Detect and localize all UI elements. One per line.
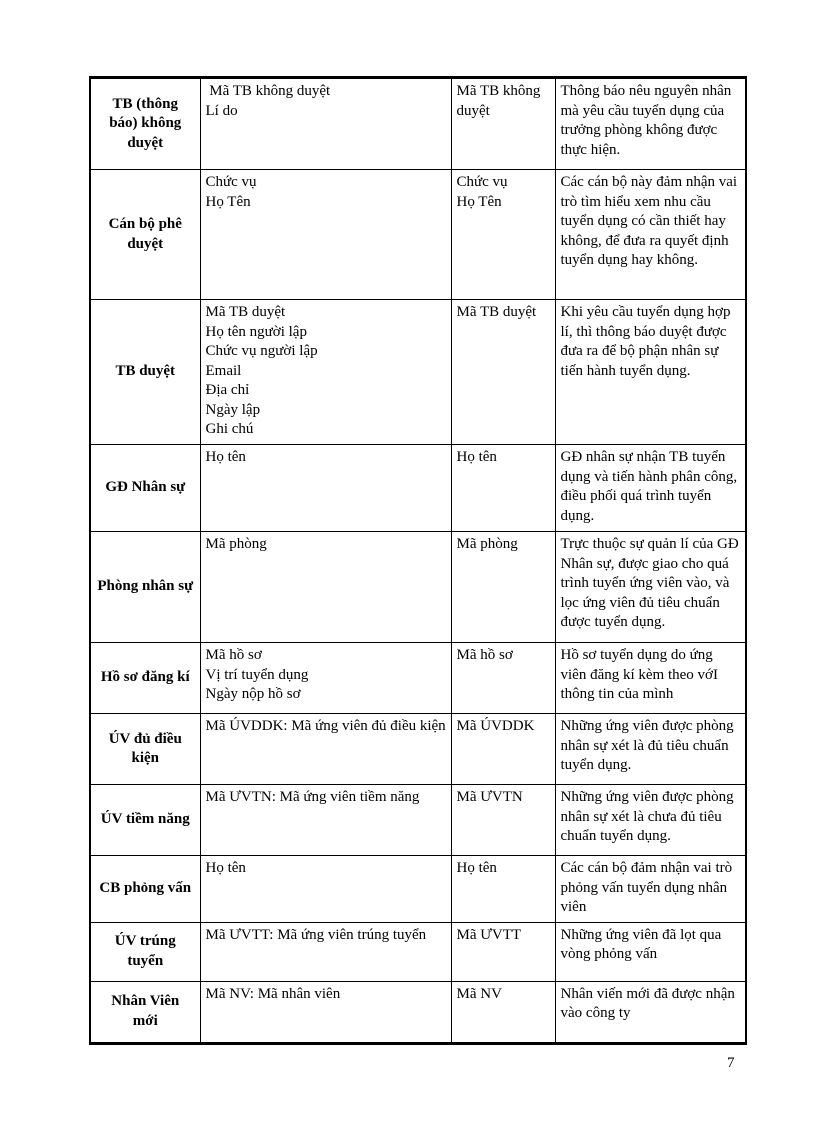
key-cell: Chức vụ Họ Tên: [451, 170, 555, 300]
description-cell: Các cán bộ này đảm nhận vai trò tìm hiểu xem nhu cầu tuyển dụng có cần thiết hay không, để đưa ra quyết định tuyển dụng hay không.: [555, 170, 746, 300]
key-cell: Họ tên: [451, 445, 555, 532]
key-cell: Mã TB duyệt: [451, 300, 555, 445]
attributes-cell: [200, 170, 451, 300]
entity-name-cell: TB duyệt: [90, 300, 200, 445]
attribute-item: Mã TB duyệt: [205, 304, 286, 320]
description-cell: Thông báo nêu nguyên nhân mà yêu cầu tuyển dụng của trưởng phòng không được thực hiện.: [555, 78, 746, 170]
attribute-item: Ngày nộp hồ sơ: [205, 686, 301, 702]
attribute-item: Mã NV: Mã nhân viên: [205, 985, 341, 1002]
attribute-item: Lí do: [205, 102, 238, 119]
description-cell: Hồ sơ tuyển dụng do ứng viên đăng kí kèm theo vớI thông tin của mình: [555, 643, 746, 714]
attribute-item: Ghi chú: [205, 421, 254, 437]
attribute-item: Mã phòng: [205, 536, 267, 552]
attribute-item: Mã ƯVTN: Mã ứng viên tiềm năng: [205, 789, 420, 805]
attribute-item: Họ Tên: [205, 193, 251, 210]
entity-name-cell: Cán bộ phê duyệt: [90, 170, 200, 300]
key-cell: Mã ƯVTT: [451, 922, 555, 981]
table-row: [90, 78, 746, 170]
table-row: [90, 856, 746, 923]
attribute-item: Vị trí tuyển dụng: [205, 666, 309, 683]
key-cell: Mã hồ sơ: [451, 643, 555, 714]
attributes-cell: [200, 785, 451, 856]
description-cell: Khi yêu cầu tuyển dụng hợp lí, thì thông báo duyệt được đưa ra để bộ phận nhân sự tiến hành tuyển dụng.: [555, 300, 746, 445]
attributes-cell: [200, 981, 451, 1043]
table-row: [90, 922, 746, 981]
page-number: 7: [727, 1055, 735, 1071]
attribute-item: Email: [205, 362, 242, 379]
entity-name-cell: CB phỏng vấn: [90, 856, 200, 923]
key-cell: Mã ÚVDDK: [451, 714, 555, 785]
attribute-item: Họ tên: [205, 860, 246, 876]
attribute-item: Họ tên: [205, 449, 246, 465]
attributes-cell: [200, 922, 451, 981]
entity-name-cell: ÚV trúng tuyển: [90, 922, 200, 981]
entity-name-cell: Phòng nhân sự: [90, 532, 200, 643]
key-cell: Mã NV: [451, 981, 555, 1043]
description-cell: Những ứng viên được phòng nhân sự xét là đủ tiêu chuẩn tuyển dụng.: [555, 714, 746, 785]
attribute-item: Mã ƯVTT: Mã ứng viên trúng tuyển: [205, 926, 427, 943]
entity-name-cell: Hồ sơ đăng kí: [90, 643, 200, 714]
description-cell: Những ứng viên được phòng nhân sự xét là chưa đủ tiêu chuẩn tuyển dụng.: [555, 785, 746, 856]
attributes-cell: [200, 643, 451, 714]
entity-name-cell: GĐ Nhân sự: [90, 445, 200, 532]
attributes-cell: [200, 300, 451, 445]
attributes-cell: [200, 856, 451, 923]
entity-table: [89, 76, 747, 1045]
attributes-cell: [200, 532, 451, 643]
attributes-cell: [200, 78, 451, 170]
table-row: [90, 643, 746, 714]
table-row: [90, 981, 746, 1043]
key-cell: Họ tên: [451, 856, 555, 923]
key-cell: Mã ƯVTN: [451, 785, 555, 856]
attribute-item: Ngày lập: [205, 401, 261, 418]
attributes-cell: [200, 445, 451, 532]
entity-name-cell: Nhân Viên mới: [90, 981, 200, 1043]
attribute-item: Chức vụ người lập: [205, 343, 318, 359]
attribute-item: Mã ÚVDDK: Mã ứng viên đủ điều kiện: [205, 718, 446, 734]
entity-name-cell: ÚV tiềm năng: [90, 785, 200, 856]
description-cell: Những ứng viên đã lọt qua vòng phỏng vấn: [555, 922, 746, 981]
table-row: [90, 714, 746, 785]
attribute-item: Địa chỉ: [205, 382, 250, 398]
entity-name-cell: ÚV đủ điều kiện: [90, 714, 200, 785]
table-row: [90, 300, 746, 445]
entity-table-container: [89, 76, 745, 1045]
description-cell: GĐ nhân sự nhận TB tuyển dụng và tiến hành phân công, điều phối quá trình tuyển dụng.: [555, 445, 746, 532]
description-cell: Nhân viến mới đã được nhận vào công ty: [555, 981, 746, 1043]
key-cell: Mã phòng: [451, 532, 555, 643]
attributes-cell: [200, 714, 451, 785]
table-row: [90, 785, 746, 856]
description-cell: Các cán bộ đảm nhận vai trò phỏng vấn tuyển dụng nhân viên: [555, 856, 746, 923]
table-row: [90, 170, 746, 300]
attribute-item: Chức vụ: [205, 174, 257, 190]
table-row: [90, 445, 746, 532]
description-cell: Trực thuộc sự quản lí của GĐ Nhân sự, được giao cho quá trình tuyển ứng viên vào, và lọc ứng viên đủ tiêu chuẩn được tuyển dụng.: [555, 532, 746, 643]
attribute-item: Họ tên người lập: [205, 323, 307, 340]
table-row: [90, 532, 746, 643]
attribute-item: Mã TB không duyệt: [205, 83, 331, 99]
key-cell: Mã TB không duyệt: [451, 78, 555, 170]
attribute-item: Mã hồ sơ: [205, 647, 262, 663]
entity-name-cell: TB (thông báo) không duyệt: [90, 78, 200, 170]
